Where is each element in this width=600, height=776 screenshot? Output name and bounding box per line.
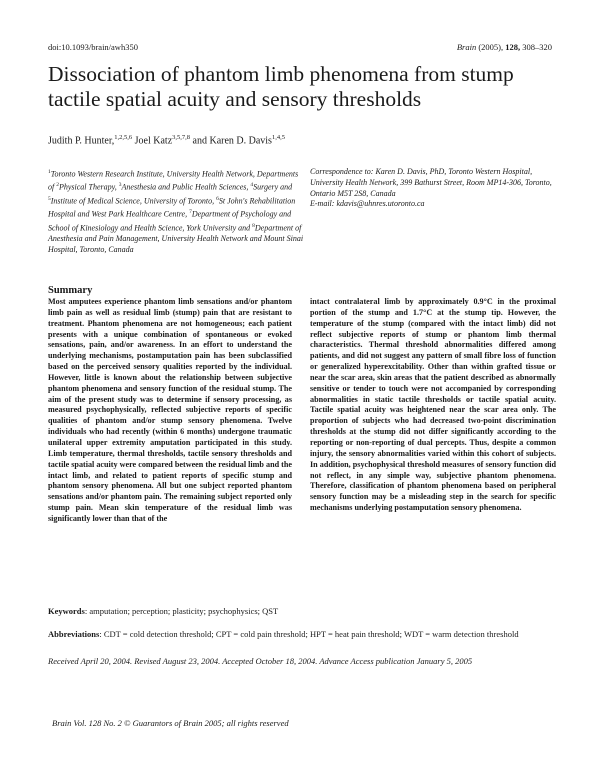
paper-title: Dissociation of phantom limb phenomena from stump tactile spatial acuity and sensory thresholds [48, 62, 514, 111]
affil-text: Toronto Western Research Institute, University Health Network, Departments of [48, 169, 299, 193]
journal-year: (2005), [478, 42, 504, 52]
author-affil-sup: 1,4,5 [271, 134, 285, 141]
author-name: Joel Katz [134, 135, 173, 147]
keywords-label: Keywords [48, 606, 85, 616]
journal-volume: 128, [505, 42, 521, 52]
author-affil-sup: 3,5,7,8 [172, 134, 191, 141]
affil-sup: 6 [216, 195, 219, 202]
author-list [48, 134, 285, 146]
affil-sup: 8 [252, 222, 255, 229]
affil-sup: 2 [56, 182, 59, 189]
summary-column-right: intact contralateral limb by approximately 0.9°C in the proximal portion of the stump and 1.7°C at the stump tip. However, the temperature of the stump (compared with the intact limb) did not reflect subjective reports of stump or phantom limb thermal characteristics. Thermal threshold abnormalities differed among patients, and did not suggest any pattern of small fibre loss of function or generalized hyperexcitability. Other than within grafted tissue or near the scar area, skin areas that the patient described as abnormally sensitive or tender to touch were not accompanied by corresponding abnormalities in static tactile thresholds or tactile spatial acuity. Tactile spatial acuity was heightened near the scar area only. The proportion of subjects who had decreased two-point discrimination thresholds at the stump did not differ significantly according to the reporting or non-reporting of dual percepts. Thus, despite a common injury, the sensory abnormalities varied within this cohort of subjects. In addition, psychophysical threshold measures of sensory function did not reflect, in any simple way, subjective phantom phenomena. Therefore, classification of phantom phenomena based on peripheral sensory function may be a misleading step in the search for specific mechanisms underlying postamputation sensory phenomena. [310, 297, 556, 513]
author-name: and Karen D. Davis [192, 135, 272, 147]
journal-name: Brain [456, 42, 477, 52]
affil-text: St John's Rehabilitation Hospital and West Park Healthcare Centre, [48, 196, 296, 220]
affiliations [48, 167, 306, 256]
keywords [48, 606, 278, 616]
affil-text: Anesthesia and Public Health Sciences, [121, 183, 251, 193]
author-name: Judith P. Hunter, [48, 135, 115, 147]
doi-text: doi:10.1093/brain/awh350 [48, 42, 138, 52]
summary-heading: Summary [48, 285, 93, 296]
affil-text: Department of Anesthesia and Pain Management, University Health Network and Mount Sinai Hospital, Toronto, Canada [48, 223, 304, 255]
author-affil-sup: 1,2,5,6 [114, 134, 133, 141]
affil-text: Physical Therapy, [58, 183, 119, 193]
correspondence-address: Correspondence to: Karen D. Davis, PhD, Toronto Western Hospital, University Health Network, 399 Bathurst Street, Room MP14-306, Toronto, Ontario M5T 2S8, Canada [310, 167, 552, 198]
footer-copyright: Brain Vol. 128 No. 2 © Guarantors of Brain 2005; all rights reserved [52, 718, 289, 728]
affil-text: Department of Psychology and School of Kinesiology and Health Science, York University and [48, 210, 292, 233]
affil-text: Institute of Medical Science, University of Toronto, [50, 196, 217, 206]
journal-citation [457, 42, 552, 52]
abbreviations-text: : CDT = cold detection threshold; CPT = cold pain threshold; HPT = heat pain threshold; WDT = warm detection threshold [99, 629, 519, 639]
journal-pages: 308–320 [522, 42, 552, 52]
correspondence-email: E-mail: kdavis@uhnres.utoronto.ca [310, 199, 425, 209]
affil-text: Surgery and [253, 183, 293, 193]
summary-column-left: Most amputees experience phantom limb sensations and/or phantom limb pain as well as residual limb (stump) pain that are resistant to treatment. Phantom phenomena are not homogeneous; each patient presents with a unique combination of spontaneous or evoked sensations, pain, and/or awareness. In an effort to understand the underlying mechanisms, postamputation pain has been subclassified based on the perceived sensory qualities reported by the individual. However, little is known about the relationship between subjective phantom phenomena and sensory function of the residual stump. The aim of the present study was to determine if sensory processing, as measured psychophysically, reflected subjective reports of specific qualities of phantom and/or stump sensory phenomena. Twelve individuals who had recently (within 6 months) undergone traumatic unilateral upper extremity amputation participated in this study. Limb temperature, thermal thresholds, tactile sensory thresholds and tactile spatial acuity were compared between the residual limb and the intact limb, and related to patient reports of specific stump and phantom sensory phenomena. All but one subject reported phantom sensations and/or phantom pain. The remaining subject reported only stump pain. Mean skin temperature of the residual limb was significantly lower than that of the [48, 297, 292, 523]
affil-sup: 1 [48, 169, 51, 175]
abbreviations [48, 629, 553, 641]
correspondence [310, 167, 560, 210]
abbreviations-label: Abbreviations [48, 629, 100, 639]
affil-sup: 4 [250, 182, 254, 189]
affil-sup: 3 [118, 182, 122, 189]
affil-sup: 7 [189, 209, 192, 216]
received-dates: Received April 20, 2004. Revised August 23, 2004. Accepted October 18, 2004. Advance Access publication January 5, 2005 [48, 656, 473, 666]
keywords-text: : amputation; perception; plasticity; psychophysics; QST [84, 606, 279, 616]
affil-sup: 5 [48, 195, 51, 202]
